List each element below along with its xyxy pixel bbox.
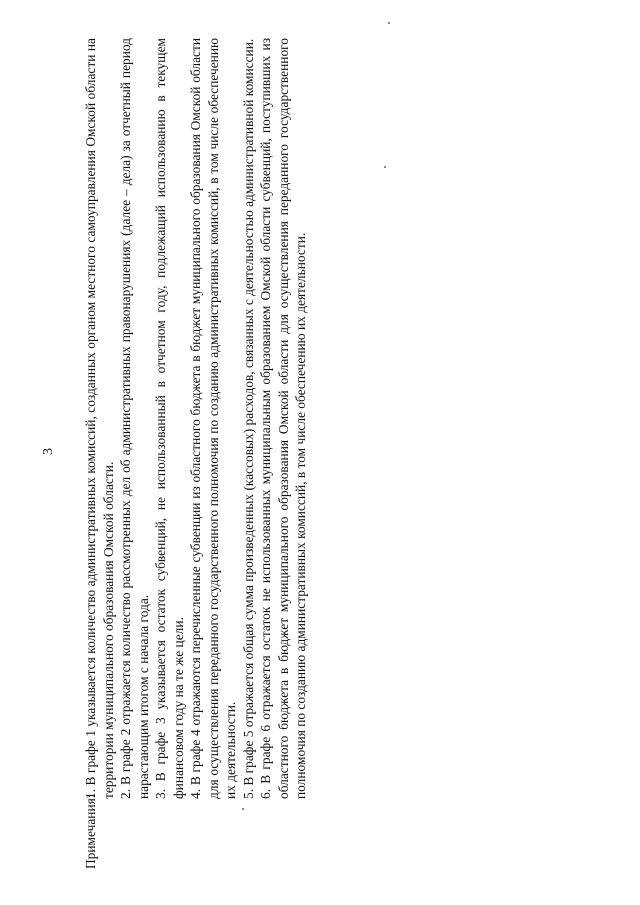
note-item-5: 5. В графе 5 отражается общая сумма произведенных (кассовых) расходов, связанных с деятельностью административной комиссии.	[240, 38, 256, 799]
note-item-1: 1. В графе 1 указывается количество административных комиссий, созданных органом местного самоуправления Омской области на территории муниципального образования Омской области.	[83, 38, 116, 799]
scan-speck	[242, 808, 244, 810]
scan-speck	[384, 166, 386, 168]
rotated-content	[40, 34, 340, 869]
notes-body	[82, 34, 310, 799]
scan-speck	[388, 22, 390, 24]
note-item-2: 2. В графе 2 отражается количество рассмотренных дел об административных правонарушениях (далее – дела) за отчетный период нарастающим итогом с начала года.	[118, 38, 151, 799]
note-item-3: 3. В графе 3 указывается остаток субвенций, не использованный в отчетном году, подлежащий использованию в текущем финансовом году на те же цели.	[153, 38, 186, 799]
notes-label: Примечания:	[83, 794, 98, 869]
note-item-4: 4. В графе 4 отражаются перечисленные субвенции из областного бюджета в бюджет муниципального образования Омской области для осуществления переданного государственного полномочия по созданию административных комиссий, в том числе обеспечению их деятельности.	[188, 38, 238, 799]
page-number: 3	[41, 448, 56, 455]
notes-section	[82, 34, 310, 869]
note-item-6: 6. В графе 6 отражается остаток не использованных муниципальным образованием Омской области субвенций, поступивших из областного бюджета в бюджет муниципального образования Омской области для осуществления переданного государственного полномочия по созданию административных комиссий, в том числе обеспечению их деятельности.	[258, 38, 308, 799]
